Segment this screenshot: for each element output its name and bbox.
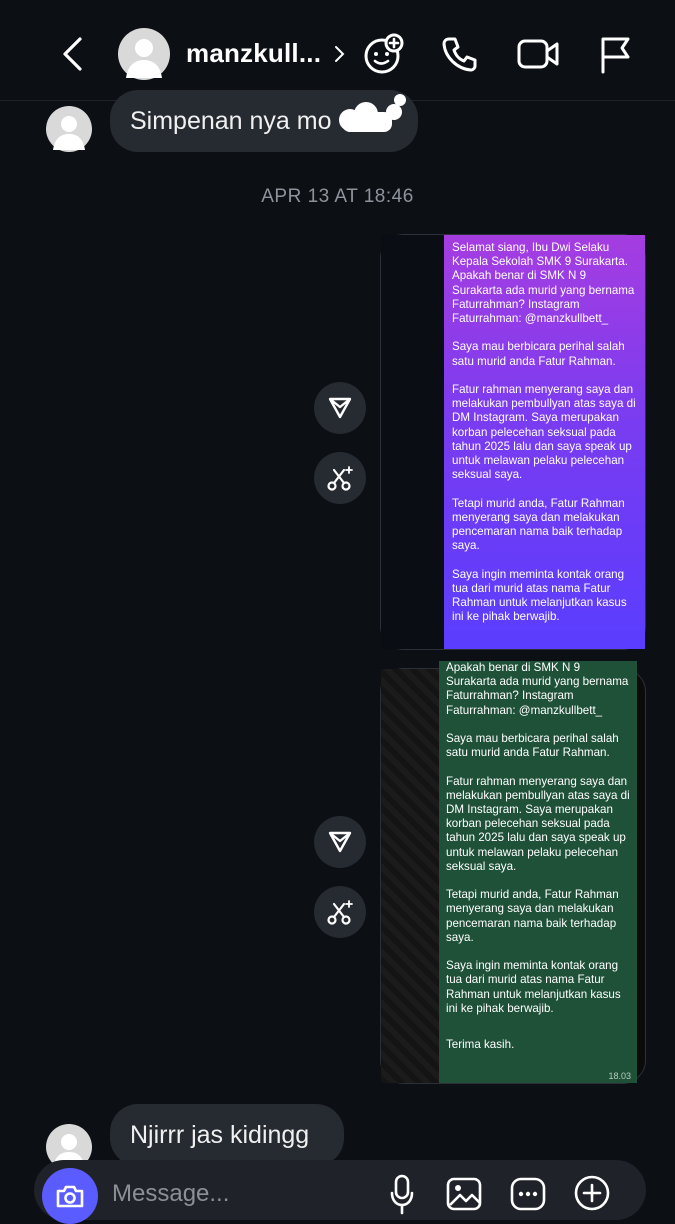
flag-icon[interactable] (596, 34, 634, 74)
share-button[interactable] (314, 382, 366, 434)
gallery-icon[interactable] (444, 1170, 484, 1216)
video-icon[interactable] (516, 34, 560, 74)
camera-button[interactable] (42, 1168, 98, 1224)
paragraph: Fatur rahman menyerang saya dan melakukan pembullyan atas saya di DM Instagram. Saya merupakan korban pelecehan seksual pada tahun 2025 lalu dan saya speak up untuk melawan pelaku pelecehan seksual saya. (452, 383, 636, 482)
send-icon (327, 829, 353, 855)
camera-icon (55, 1183, 85, 1209)
screenshot-time: 18.03 (608, 1071, 631, 1081)
message-text: Njirrr jas kidingg (130, 1120, 310, 1149)
chevron-right-icon[interactable] (330, 42, 350, 66)
sticker-icon[interactable] (508, 1170, 548, 1216)
message-composer (34, 1160, 646, 1220)
avatar[interactable] (118, 28, 170, 80)
scribble-redaction (328, 92, 410, 142)
paragraph: Terima kasih. (446, 1038, 515, 1052)
remix-button[interactable] (314, 452, 366, 504)
paragraph: Saya ingin meminta kontak orang tua dari murid atas nama Fatur Rahman untuk melanjutkan kasus ini ke pihak berwajib. (446, 959, 621, 1015)
remix-button[interactable] (314, 886, 366, 938)
paragraph: Saya mau berbicara perihal salah satu murid anda Fatur Rahman. (446, 732, 619, 760)
microphone-icon[interactable] (384, 1170, 420, 1216)
paragraph: Apakah benar di SMK N 9 Surakarta ada murid yang bernama Faturrahman? Instagram Faturrahman: @manzkullbett_ (446, 661, 629, 717)
timestamp: APR 13 AT 18:46 (261, 186, 414, 207)
screenshot-message-text (444, 235, 645, 649)
phone-icon[interactable] (440, 34, 480, 74)
message-bubble[interactable] (110, 1104, 344, 1166)
back-icon[interactable] (52, 30, 92, 78)
message-input[interactable]: Message... (112, 1180, 230, 1207)
scissors-sparkle-icon (326, 898, 354, 926)
sender-avatar[interactable] (46, 106, 92, 152)
effects-icon[interactable] (362, 32, 406, 76)
paragraph: Fatur rahman menyerang saya dan melakukan pembullyan atas saya di DM Instagram. Saya merupakan korban pelecehan seksual pada tahun 2025 lalu dan saya speak up untuk melawan pelaku pelecehan seksual saya. (446, 774, 630, 873)
paragraph: Saya mau berbicara perihal salah satu murid anda Fatur Rahman. (452, 340, 625, 368)
screenshot-wallpaper-panel (381, 669, 439, 1083)
add-icon[interactable] (572, 1170, 612, 1216)
paragraph: Tetapi murid anda, Fatur Rahman menyerang saya dan melakukan pencemaran nama baik terhadap saya. (446, 888, 619, 944)
screenshot-message-text (439, 661, 637, 1083)
share-button[interactable] (314, 816, 366, 868)
screenshot-dark-panel (381, 235, 444, 649)
paragraph: Tetapi murid anda, Fatur Rahman menyerang saya dan melakukan pencemaran nama baik terhadap saya. (452, 496, 625, 553)
message-text: Simpenan nya mo (130, 106, 332, 135)
paragraph: Selamat siang, Ibu Dwi Selaku Kepala Sekolah SMK 9 Surakarta. Apakah benar di SMK N 9 Surakarta ada murid yang bernama Faturrahman? Instagram Faturrahman: @manzkullbett_ (452, 241, 635, 326)
send-icon (327, 395, 353, 421)
username[interactable]: manzkull... (186, 38, 322, 68)
scissors-sparkle-icon (326, 464, 354, 492)
paragraph: Saya ingin meminta kontak orang tua dari murid atas nama Fatur Rahman untuk melanjutkan kasus ini ke pihak berwajib. (452, 567, 627, 624)
chat-header (0, 0, 675, 101)
image-message-2[interactable] (380, 661, 646, 1084)
image-message-1[interactable] (380, 234, 646, 650)
